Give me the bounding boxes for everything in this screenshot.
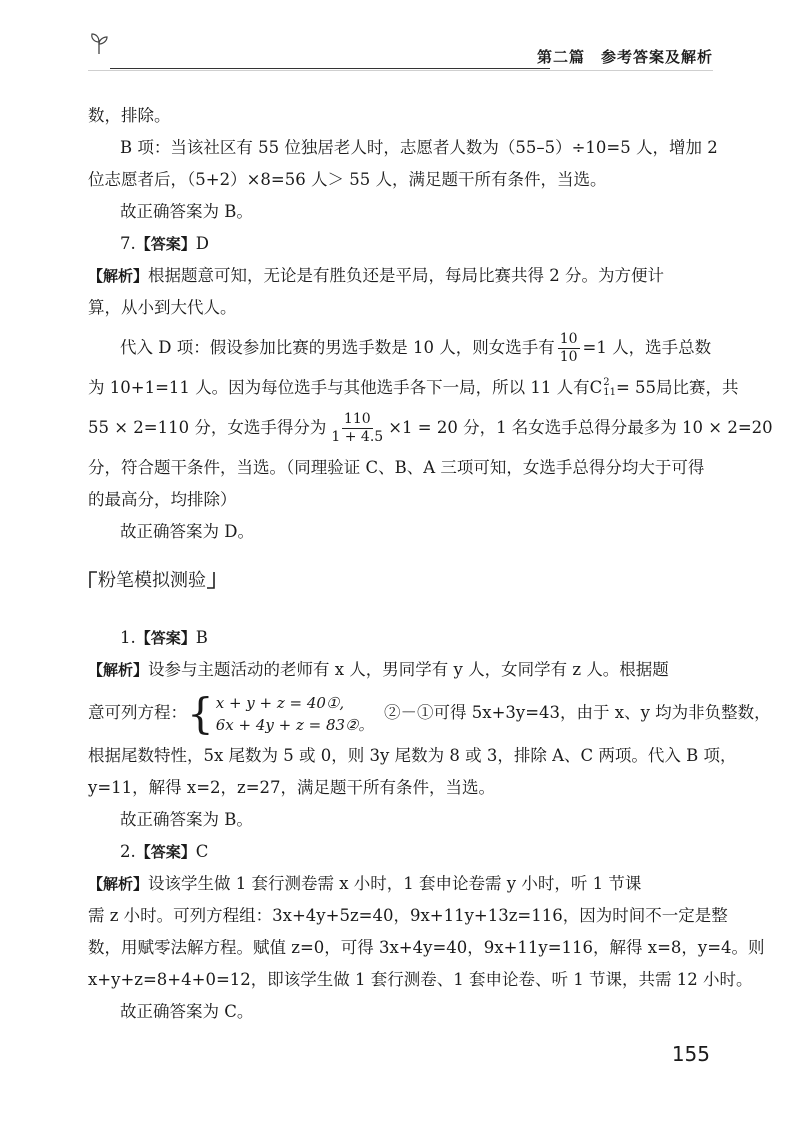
equation-2: 6x + 4y + z = 83②。: [215, 715, 374, 734]
question-number: 2.: [120, 842, 136, 861]
equation-system: [187, 688, 374, 738]
text-line: B 项：当该社区有 55 位独居老人时，志愿者人数为（55–5）÷10=5 人，增加 2: [120, 138, 718, 157]
answer-value: D: [195, 234, 209, 253]
text-line: 位志愿者后，（5+2）×8=56 人＞ 55 人，满足题干所有条件，当选。: [88, 170, 607, 189]
text-line: [88, 260, 713, 292]
text-span: ②－①可得 5x+3y=43，由于 x、y 均为非负整数，: [384, 703, 771, 722]
text-line: 分，符合题干条件，当选。（同理验证 C、B、A 三项可知，女选手总得分均大于可得: [88, 458, 705, 477]
text-line: 算，从小到大代人。: [88, 298, 237, 317]
q2-answer-line: [88, 836, 713, 868]
header-rule: [110, 68, 550, 69]
question-number: 1.: [120, 628, 136, 647]
answer-value: B: [195, 628, 208, 647]
bracket-close-icon: [206, 571, 216, 589]
text-line: 根据尾数特性，5x 尾数为 5 或 0，则 3y 尾数为 8 或 3，排除 A、C 两项。代入 B 项，: [88, 746, 737, 765]
text-span: =1 人，选手总数: [582, 338, 712, 357]
section-heading: [88, 566, 713, 596]
answer-tag: 【答案】: [135, 843, 196, 861]
leaf-icon: [88, 32, 110, 56]
text-line: [88, 868, 713, 900]
text-span: 意可列方程：: [88, 703, 187, 722]
equation-1: x + y + z = 40①,: [215, 693, 345, 712]
text-line: [88, 654, 713, 686]
section-title: 粉笔模拟测验: [98, 570, 206, 591]
text-line: 数，用赋零法解方程。赋值 z=0，可得 3x+4y=40，9x+11y=116，解得 x=8，y=4。则: [88, 938, 765, 957]
text-span: 设该学生做 1 套行测卷需 x 小时，1 套申论卷需 y 小时，听 1 节课: [148, 874, 642, 893]
combination-sup: 2: [603, 377, 610, 388]
analysis-tag: 【解析】: [88, 661, 149, 679]
analysis-tag: 【解析】: [88, 875, 149, 893]
fraction-denominator: 10: [559, 349, 578, 365]
q1-answer-line: [88, 622, 713, 654]
combination-sub: 11: [603, 387, 616, 398]
text-span: 为 10+1=11 人。因为每位选手与其他选手各下一局，所以 11 人有: [88, 378, 590, 397]
combination-notation: [590, 372, 616, 404]
text-line: 的最高分，均排除）: [88, 490, 237, 509]
text-line: [88, 686, 771, 740]
text-line: 数，排除。: [88, 106, 171, 125]
text-span: 根据题意可知，无论是有胜负还是平局，每局比赛共得 2 分。为方便计: [148, 266, 665, 285]
answer-conclusion: 故正确答案为 B。: [120, 202, 253, 221]
fraction: [329, 411, 385, 446]
bracket-open-icon: [88, 571, 98, 589]
text-line: x+y+z=8+4+0=12，即该学生做 1 套行测卷、1 套申论卷、听 1 节课，共需 12 小时。: [88, 970, 753, 989]
page-content: [88, 100, 773, 1028]
page-number: 155: [671, 1042, 710, 1066]
fraction: [558, 331, 580, 366]
text-line: [88, 404, 773, 452]
answer-conclusion: 故正确答案为 B。: [120, 810, 253, 829]
text-span: ×1 = 20 分，1 名女选手总得分最多为 10 × 2=20: [388, 418, 773, 437]
text-line: 需 z 小时。可列方程组：3x+4y+5z=40，9x+11y+13z=116，因为时间不一定是整: [88, 906, 728, 925]
text-line: [88, 372, 739, 404]
answer-conclusion: 故正确答案为 D。: [120, 522, 254, 541]
page-header: [88, 30, 713, 70]
text-span: = 55局比赛，共: [615, 378, 739, 397]
text-span: 代入 D 项：假设参加比赛的男选手数是 10 人，则女选手有: [120, 338, 555, 357]
text-line: [88, 324, 713, 372]
header-title: 第二篇 参考答案及解析: [536, 48, 713, 66]
answer-tag: 【答案】: [135, 629, 196, 647]
fraction-denominator: 1 + 4.5: [331, 429, 384, 445]
question-number: 7.: [120, 234, 136, 253]
q7-answer-line: [88, 228, 713, 260]
combination-symbol: C: [589, 378, 603, 397]
brace-icon: {: [187, 688, 214, 738]
header-rule-light: [88, 70, 713, 71]
fraction-numerator: 10: [559, 331, 578, 347]
answer-conclusion: 故正确答案为 C。: [120, 1002, 254, 1021]
text-line: y=11，解得 x=2，z=27，满足题干所有条件，当选。: [88, 778, 496, 797]
text-span: 55 × 2=110 分，女选手得分为: [88, 418, 327, 437]
analysis-tag: 【解析】: [88, 267, 149, 285]
fraction-numerator: 110: [343, 411, 371, 427]
text-span: 设参与主题活动的老师有 x 人，男同学有 y 人，女同学有 z 人。根据题: [148, 660, 669, 679]
answer-value: C: [195, 842, 209, 861]
answer-tag: 【答案】: [135, 235, 196, 253]
